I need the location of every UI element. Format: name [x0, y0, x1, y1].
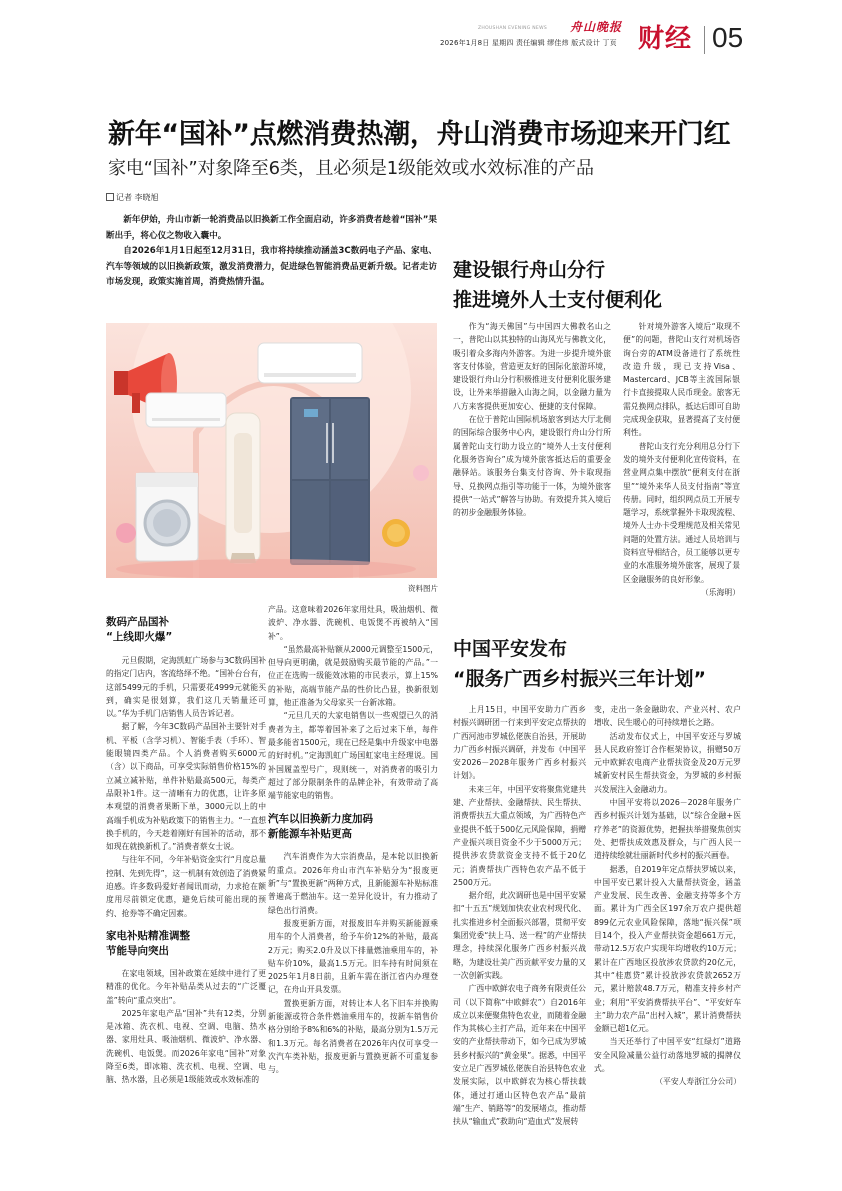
article1-heading2 — [106, 929, 266, 959]
article3-para: 未来三年，中国平安将聚焦党建共建、产业帮扶、金融帮扶、民生帮扶、消费帮扶五大重点领域，为广西特色产业提供不低于500亿元风险保障，捐赠产业振兴项目资金不少于5000万元；提供涉农贷款资金支持不低于20亿元；消费帮扶广西特色农产品不低于2500万元。 — [453, 784, 586, 887]
page-number: 05 — [712, 22, 744, 53]
article3-para: 当天还举行了中国平安“红绿灯”道路安全风险减量公益行动落地罗城的揭牌仪式。 — [594, 1037, 741, 1074]
article3-signature: （平安人寿浙江分公司） — [655, 1077, 741, 1087]
section-title: 财经 — [638, 24, 693, 54]
article1-heading2-line2: 节能导向突出 — [106, 944, 169, 957]
article3-para: 据介绍，此次调研也是中国平安紧扣“十五五”规划加快农业农村现代化、扎实推进乡村全面振兴部署，贯彻平安集团党委“扶上马、送一程”的产业帮扶理念，持续深化服务广西乡村振兴战略，为建设壮美广西贡献平安力量的又一次创新实践。 — [453, 891, 586, 980]
lead-paragraph — [106, 213, 437, 291]
article3-para: 活动发布仪式上，中国平安还与罗城县人民政府签订合作框架协议，捐赠50万元中欧鲜农电商产业帮扶资金及20万元罗城新安村民生帮扶资金，为罗城的乡村振兴发展注入金融动力。 — [594, 731, 741, 794]
article1-col2-body — [268, 603, 438, 802]
appliances-illustration — [106, 323, 437, 578]
article3-para: 变，走出一条金融助农、产业兴村、农户增收、民生暖心的可持续增长之路。 — [594, 705, 741, 728]
lead-para-1: 新年伊始，舟山市新一轮消费品以旧换新工作全面启动，许多消费者趁着“国补”果断出手，将心仪之物收入囊中。 — [106, 215, 437, 241]
article2-para: 针对境外游客入境后“取现不便”的问题，普陀山支行对机场咨询台旁的ATM设备进行了系统性改造升级，现已支持Visa、Mastercard、JCB等主流国际银行卡直接提取人民币现金。旅客无需兑换网点排队，抵达后即可自助完成现金获取，显著提高了支付便利性。 — [623, 322, 740, 438]
article3-column1 — [453, 703, 586, 1129]
article3-title-line1: 中国平安发布 — [453, 638, 568, 660]
appliances-photo — [106, 323, 437, 578]
article3-title — [453, 634, 783, 694]
article1-column2 — [268, 603, 438, 1077]
article3-title-line2: “服务广西乡村振兴三年计划” — [453, 668, 706, 690]
article1-col2-para: 汽车消费作为大宗消费品，是本轮以旧换新的重点。2026年舟山市汽车补贴分为“报废更新”与“置换更新”两种方式，且新能源车补贴标准普遍高于燃油车。这一差异化设计，有力推动了绿色出行消费。 — [268, 852, 438, 915]
article2-column2 — [623, 320, 740, 599]
article3-column2 — [594, 703, 741, 1089]
article1-heading1-line2: “上线即火爆” — [106, 631, 173, 643]
article1-col2-body2 — [268, 850, 438, 1076]
article1-heading2-line1: 家电补贴精准调整 — [106, 929, 190, 942]
masthead-divider — [704, 26, 705, 54]
article3-para: 广西中欧鲜农电子商务有限责任公司（以下简称“中欧鲜农”）自2016年成立以来便聚焦特色农业，而随着金融作为其核心主打产品，近年来在中国平安的产业帮扶带动下，如今已成为罗城县乡村振兴的“黄金果”。据悉，中国平安立足广西罗城仫佬族自治县特色农业发展实际，以中欧鲜农为核心帮扶载体，通过打通山区特色农产品“最前端”生产、销路等“的发展堵点，推动帮扶从“输血式”救助向“造血式”发展转 — [453, 984, 586, 1127]
masthead-english-name: ZHOUSHAN EVENING NEWS — [478, 26, 547, 31]
article1-col2-para: “元旦几天的大家电销售以一些观望已久的消费者为主，都等着国补来了之后过来下单，每件最多能省1500元，现在已经是集中升级家中电器的好时机。”定海凯虹广场国虹家电主经理说。国补国履盖型号广，现则统一，对消费者的吸引力超过了部分限制条件的品牌企补，有效带动了高端节能家电的销售。 — [268, 711, 438, 801]
article2-para: 普陀山支行充分利用总分行下发的境外支付便利化宣传资料，在营业网点集中摆放“便利支付在浙里”“境外来华人员支付指南”等宣传册。同时，组织网点员工开展专题学习，系统掌握外卡取现流程、境外人士办卡受理规范及相关常见问题的处置方法。通过人员培训与资料宣导相结合，员工能够以更专业的水准服务境外旅客，展现了景区金融服务的良好形象。 — [623, 441, 740, 584]
article2-para: 作为“海天佛国”与中国四大佛教名山之一，普陀山以其独特的山海风光与佛教文化，吸引着众多海内外游客。为进一步提升境外旅客支付体验，营造更友好的国际化旅游环境，建设银行舟山分行积极推进支付便利化服务建设，让外来举措融入山海之间，以金融力量为八方来客提供更加安心、便捷的支付保障。 — [453, 322, 611, 411]
article2-title-line2: 推进境外人士支付便利化 — [453, 289, 663, 311]
article2-para: 在位于普陀山国际机场旅客到达大厅北侧的国际综合服务中心内，建设银行舟山分行所属普陀山支行助力设立的“境外人士支付便利化服务咨询台”成为境外旅客抵达后的重要金融驿站。该服务台集支付咨询、外卡取现指导、兑换网点指引等功能于一体，为境外旅客提供“一站式”解答与协助。有效提升其入境后的初步金融服务体验。 — [453, 415, 611, 518]
article1-col1-para: 2025年家电产品“国补”共有12类，分别是冰箱、洗衣机、电视、空调、电脑、热水器、家用灶具、吸油烟机、微波炉、净水器、洗碗机、电饭煲。而2026年家电“国补”对象降至6类，即冰箱、洗衣机、电视、空调、电脑、热水器，且必须是1级能效或水效标准的 — [106, 1008, 266, 1085]
article1-col1-para: 与往年不同，今年补贴资金实行“月度总量控制、先到先得”，这一机制有效创造了消费紧迫感。许多数码爱好者闻讯而动，力求抢在额度用尽前锁定优惠，避免后续可能出现的预约、抢券等不确定因素。 — [106, 855, 266, 918]
main-headline: 新年“国补”点燃消费热潮，舟山消费市场迎来开门红 — [108, 119, 731, 150]
article3-para: 上月15日，中国平安助力广西乡村振兴调研团一行来到平安定点帮扶的广西河池市罗城仫佬族自治县，开展助力广西乡村振兴调研，并发布《中国平安2026－2028年服务广西乡村振兴计划》。 — [453, 705, 586, 781]
lead-para-2: 自2026年1月1日起至12月31日，我市将持续推动涵盖3C数码电子产品、家电、汽车等领域的以旧换新政策，激发消费潜力，促进绿色智能消费品更新升级。记者走访市场发现，政策实施首周，消费热情升温。 — [106, 246, 437, 288]
article2-title — [453, 255, 753, 315]
byline-text: 记者 李晓旭 — [116, 193, 159, 202]
sub-headline: 家电“国补”对象降至6类，且必须是1级能效或水效标准的产品 — [108, 158, 594, 179]
byline — [106, 192, 306, 203]
article1-col2-para: 报废更新方面，对报废旧车并购买新能源乘用车的个人消费者，给予车价12%的补贴，最高2万元；购买2.0升及以下排量燃油乘用车的，补贴车价10%，最高1.5万元。旧车持有时间须在2025年1月8日前，且新车需在浙江省内办理登记，在舟山开具发票。 — [268, 918, 438, 995]
article1-heading3-line2: 新能源车补贴更高 — [268, 828, 352, 841]
article1-col1-body2 — [106, 967, 266, 1087]
article1-col2-para: “虽然最高补贴额从2000元调整至1500元，但导向更明确，就是鼓励购买最节能的产品。”一位正在选购一级能效冰箱的市民表示，算上15%的补贴，高端节能产品的性价比凸显，换新很划算，他正准备为父母家买一台新冰箱。 — [268, 644, 438, 708]
byline-box-icon — [106, 193, 114, 201]
article1-heading1 — [106, 615, 266, 645]
article1-col1-para: 据了解，今年3C数码产品国补主要针对手机、平板（含学习机）、智能手表（手环）、智能眼镜四类产品。个人消费者购买6000元（含）以下商品，可享受实际销售价格15%的立减立减补贴，单件补贴最高500元，每类产品限补1件。这一清晰有力的优惠，让许多原本观望的消费者果断下单，3000元以上的中高端手机成为补贴政策下的销售主力。“一直想换手机的，今天趁着刚好有国补的活动，那不如现在就换新机了。”消费者蔡女士说。 — [106, 722, 266, 852]
article1-col1-body — [106, 654, 266, 920]
article3-para: 据悉，自2019年定点帮扶罗城以来，中国平安已累计投入大量帮扶资金，涵盖产业发展、民生改善、金融支持等多个方面。累计为广西全区197余万农户提供超899亿元农业风险保障，落地“振兴保”项目14个，投入产业帮扶资金超661万元，带动12.5万农户实现年均增收约10万元；累计在广西地区投放涉农贷款约20亿元，其中“桂惠贷”累计投放涉农贷款2652万元，累计赔款48.7万元，精准支持乡村产业；利用“平安消费帮扶平台”、“平安好车主”助力农产品“出村入城”，累计消费帮扶金额已超1亿元。 — [594, 864, 741, 1034]
article1-column1 — [106, 615, 266, 1087]
issue-info: 2026年1月8日 星期四 责任编辑 缪佳炜 版式设计 丁页 — [440, 39, 617, 47]
article1-heading3-line1: 汽车以旧换新力度加码 — [268, 813, 373, 826]
article3-para: 中国平安将以2026－2028年服务广西乡村振兴计划为基础，以“综合金融+医疗养老”的资源优势，把握扶举措聚焦创实处、把帮扶成效惠及群众，与广西人民一道持续绘就壮丽新时代乡村的振兴画卷。 — [594, 798, 741, 861]
article1-col2-para: 置换更新方面，对转让本人名下旧车并换购新能源或符合条件燃油乘用车的，按新车销售价格分别给予8%和6%的补贴，最高分别为1.5万元和1.3万元。每名消费者在2026年内仅可享受一次汽车类补贴，报废更新与置换更新不可重复参与。 — [268, 998, 438, 1075]
article2-title-line1: 建设银行舟山分行 — [453, 259, 606, 281]
newspaper-logo: 舟山晚报 — [570, 20, 623, 34]
article1-col1-para: 在家电领域，国补政策在延续中进行了更精准的优化。今年补贴品类从过去的“广泛覆盖”转向“重点突出”。 — [106, 968, 266, 1005]
article1-col1-para: 元旦假期，定海凯虹广场参与3C数码国补的指定门店内，客流络绎不绝。“国补台台有，这部5499元的手机，只需要花4999元就能买到，确实是很划算，我们这几天销量还可以。”华为手机门店销售人员告诉记者。 — [106, 656, 266, 719]
article2-column1 — [453, 320, 611, 519]
article2-signature: （乐海明） — [701, 587, 740, 597]
photo-credit: 资料图片 — [408, 584, 438, 593]
article1-heading1-line1: 数码产品国补 — [106, 616, 169, 628]
article1-heading3 — [268, 812, 438, 842]
article1-col2-para: 产品。这意味着2026年家用灶具，吸油烟机、微波炉、净水器、洗碗机、电饭煲不再被纳入“国补”。 — [268, 605, 438, 641]
